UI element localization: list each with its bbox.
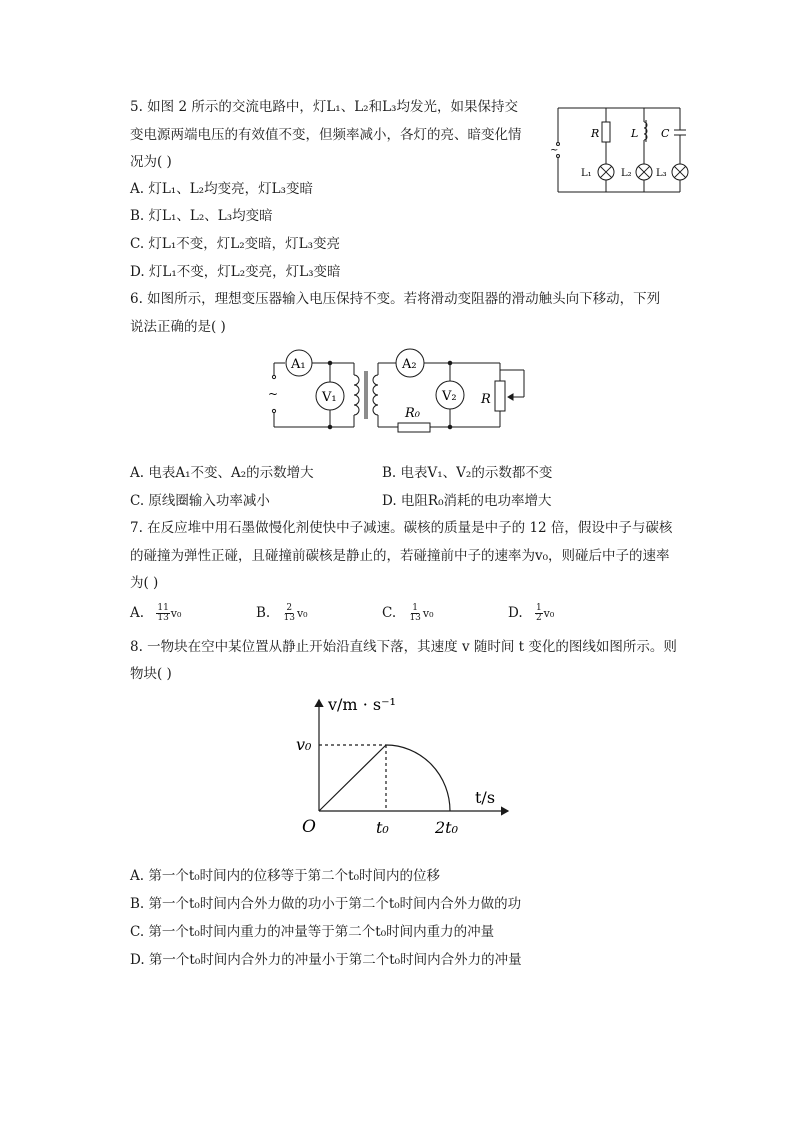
q5-option-c[interactable]: C. 灯L₁不变，灯L₂变暗，灯L₃变亮 [130,236,341,252]
q7-option-b-unit: v₀ [296,607,308,620]
q5-option-d[interactable]: D. 灯L₁不变，灯L₂变亮，灯L₃变暗 [130,264,341,280]
q8-option-c[interactable]: C. 第一个t₀时间内重力的冲量等于第二个t₀时间内重力的冲量 [130,924,495,940]
q6-option-d[interactable]: D. 电阻R₀消耗的电功率增大 [382,493,552,509]
q6-transformer-figure [268,345,530,437]
q7-option-b-label: B. [256,605,271,621]
q7-option-d-den: 2 [535,613,542,623]
q7-option-c[interactable] [382,603,434,624]
q5-fig-R-label: R [591,127,600,140]
q8-graph-v0-label: v₀ [296,735,312,754]
q6-fig-R0-label: R₀ [405,406,420,421]
q8-option-b[interactable]: B. 第一个t₀时间内合外力做的功小于第二个t₀时间内合外力做的功 [130,896,522,912]
q5-option-b[interactable]: B. 灯L₁、L₂、L₃均变暗 [130,208,273,224]
q5-fig-L2-label: L₂ [621,168,632,179]
q7-option-c-unit: v₀ [422,607,434,620]
q7-stem-line-3: 为( ) [130,575,159,591]
q7-option-b-den: 13 [283,613,295,623]
q7-stem-line-1: 7. 在反应堆中用石墨做慢化剂使快中子减速。碳核的质量是中子的 12 倍，假设中子与碳核 [130,520,673,536]
q5-option-a[interactable]: A. 灯L₁、L₂均变亮，灯L₃变暗 [130,181,313,197]
q8-graph-x-label: t/s [475,788,496,807]
q7-option-b-num: 2 [286,603,293,613]
q6-fig-V1-label: V₁ [322,390,337,405]
q6-option-c[interactable]: C. 原线圈输入功率减小 [130,493,270,509]
q8-graph-y-label: v/m · s⁻¹ [328,695,396,714]
q7-option-d-unit: v₀ [543,607,555,620]
q7-option-d[interactable] [508,603,554,624]
q6-fig-V2-label: V₂ [442,389,457,404]
q7-option-c-label: C. [382,605,397,621]
q8-graph-decay-curve [386,745,450,811]
q7-option-c-fraction [408,604,421,623]
q5-fig-L1-label: L₁ [581,168,592,179]
q8-velocity-graph [290,690,515,845]
q5-fig-C-label: C [661,127,670,140]
q7-option-d-label: D. [508,605,523,621]
q5-fig-L3-label: L₃ [656,168,667,179]
q6-option-b[interactable]: B. 电表V₁、V₂的示数都不变 [382,465,553,481]
q7-option-a[interactable] [130,603,181,624]
q7-option-d-num: 1 [535,603,542,613]
q5-stem-line-3: 况为( ) [130,154,172,170]
q7-option-c-den: 13 [409,613,421,623]
q6-option-a[interactable]: A. 电表A₁不变、A₂的示数增大 [130,465,314,481]
q5-stem-line-2: 变电源两端电压的有效值不变，但频率减小，各灯的亮、暗变化情 [130,127,522,143]
q6-stem-line-2: 说法正确的是( ) [130,319,226,335]
q7-stem-line-2: 的碰撞为弹性正碰，且碰撞前碳核是静止的，若碰撞前中子的速率为v₀，则碰后中子的速率 [130,548,670,564]
q8-graph-rise-line [319,745,386,811]
q8-stem-line-1: 8. 一物块在空中某位置从静止开始沿直线下落，其速度 v 随时间 t 变化的图线如图所示。则 [130,639,677,655]
q7-option-d-fraction [535,604,543,623]
q5-stem-line-1: 5. 如图 2 所示的交流电路中，灯L₁、L₂和L₃均发光，如果保持交 [130,99,518,115]
q5-fig-source-label: ~ [550,145,559,156]
q7-option-a-unit: v₀ [170,607,182,620]
q8-option-a[interactable]: A. 第一个t₀时间内的位移等于第二个t₀时间内的位移 [130,868,441,884]
q8-graph-2t0-label: 2t₀ [435,818,459,837]
q7-option-c-num: 1 [412,603,419,613]
q7-option-b[interactable] [256,603,308,624]
q7-option-b-fraction [283,604,296,623]
q6-fig-A2-label: A₂ [402,357,417,372]
q7-option-a-label: A. [130,605,145,621]
q6-fig-source-label: ~ [268,387,279,401]
q8-graph-t0-label: t₀ [376,818,389,837]
q8-stem-line-2: 物块( ) [130,666,172,682]
q5-fig-L-label: L [631,127,639,140]
q7-option-a-fraction [156,604,169,623]
q7-option-a-den: 13 [157,613,169,623]
q8-option-d[interactable]: D. 第一个t₀时间内合外力的冲量小于第二个t₀时间内合外力的冲量 [130,952,522,968]
q6-stem-line-1: 6. 如图所示，理想变压器输入电压保持不变。若将滑动变阻器的滑动触头向下移动，下列 [130,291,661,307]
q7-option-a-num: 11 [157,603,169,613]
q6-fig-R-label: R [481,392,491,407]
q5-circuit-figure [548,100,696,200]
q6-fig-A1-label: A₁ [291,357,306,372]
q8-graph-origin-label: O [302,817,316,837]
